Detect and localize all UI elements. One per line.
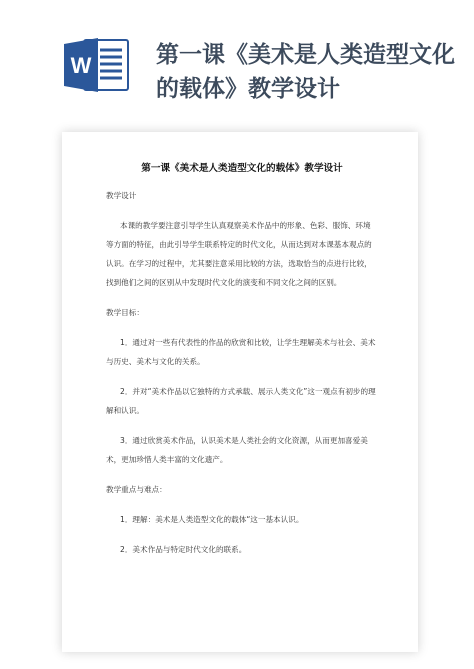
header-title-line-1: 第一课《美术是人类造型文化 <box>156 41 455 68</box>
section-label: 教学设计 <box>106 191 137 200</box>
objective-item-1: 1．通过对一些有代表性的作品的欣赏和比较，让学生理解美术与社会、美术与历史、美术与文化的关系。 <box>106 338 376 366</box>
header-title <box>156 38 456 106</box>
key-point-item-1: 1．理解：美术是人类造型文化的载体“这一基本认识。 <box>120 515 304 524</box>
objective-item-2: 2．并对“美术作品以它独特的方式承载、展示人类文化”这一观点有初步的理解和认识。 <box>106 387 376 415</box>
section-heading-objectives: 教学目标： <box>106 308 144 317</box>
objective-item-3: 3．通过欣赏美术作品，认识美术是人类社会的文化资源，从而更加喜爱美术，更加珍惜人类丰富的文化遗产。 <box>106 436 368 464</box>
key-point-item-2: 2．美术作品与特定时代文化的联系。 <box>120 545 247 554</box>
document-title: 第一课《美术是人类造型文化的载体》教学设计 <box>141 163 343 174</box>
paragraph-intro: 本课的教学要注意引导学生认真观察美术作品中的形象、色彩、服饰、环境等方面的特征，由此引导学生联系特定的时代文化，从而达到对本课基本观点的认识。在学习的过程中，尤其要注意采用比较的方法，选取恰当的点进行比较，找到他们之间的区别从中发现时代文化的演变和不同文化之间的区别。 <box>106 221 372 287</box>
header-band <box>0 0 474 112</box>
section-heading-key-points: 教学重点与难点： <box>106 485 167 494</box>
document-page <box>62 132 418 652</box>
word-doc-icon <box>62 36 130 94</box>
svg-text:W: W <box>70 53 92 78</box>
header-title-line-2: 的载体》教学设计 <box>156 75 340 102</box>
